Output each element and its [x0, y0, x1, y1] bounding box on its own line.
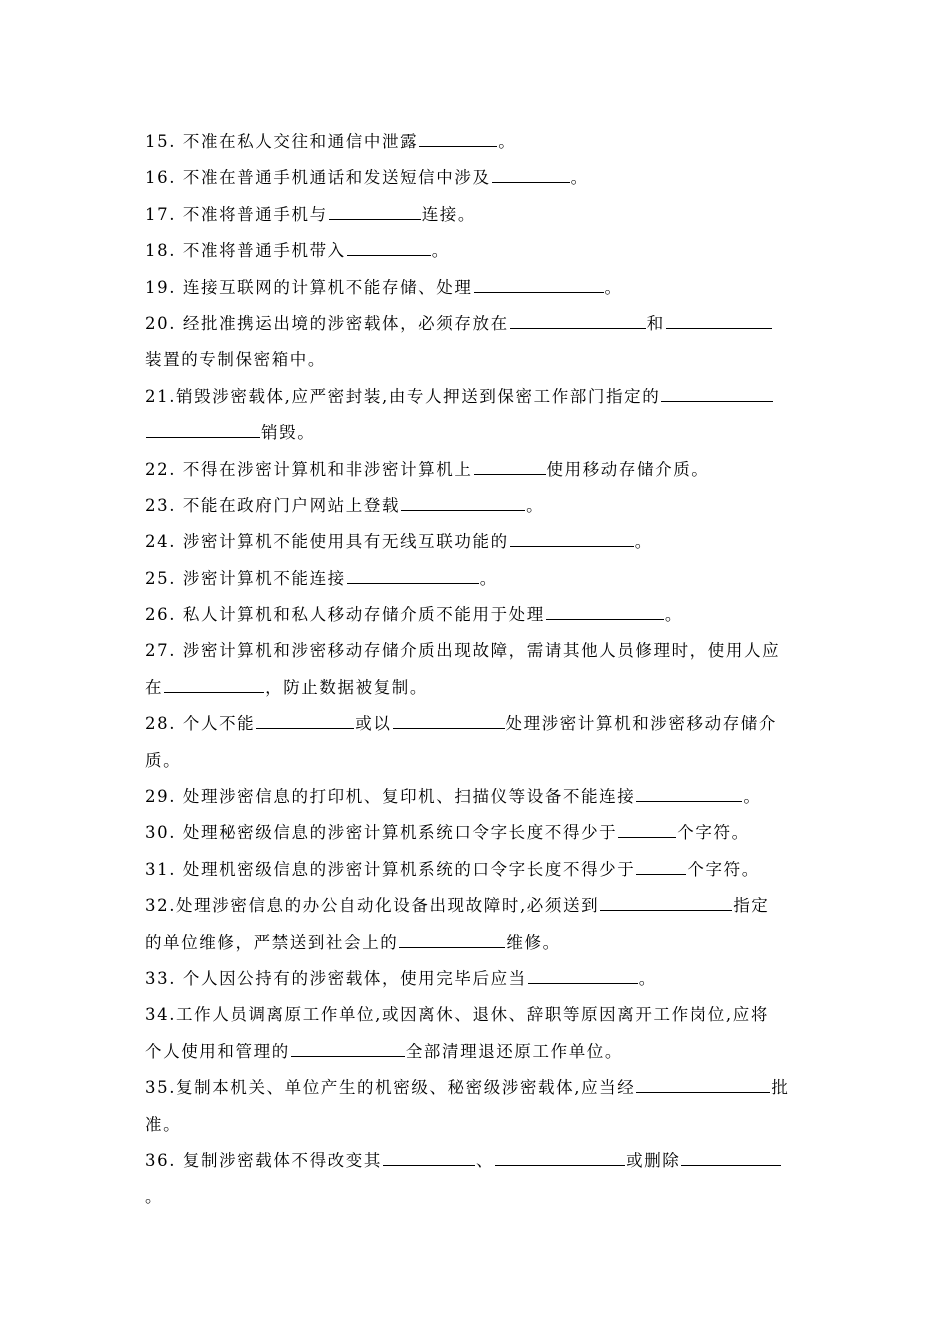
answer-blank[interactable]	[636, 857, 686, 875]
question-text: 29. 处理涉密信息的打印机、复印机、扫描仪等设备不能连接	[145, 787, 636, 807]
answer-blank[interactable]	[146, 420, 260, 438]
question-text: 。	[526, 495, 545, 515]
question-text: 16. 不准在普通手机通话和发送短信中涉及	[145, 168, 491, 188]
question-text: 。	[634, 532, 653, 552]
answer-blank[interactable]	[164, 675, 264, 693]
question-text: 个字符。	[687, 859, 760, 879]
question-text: 个人使用和管理的	[145, 1041, 290, 1061]
question-text: 。	[604, 277, 623, 297]
answer-blank[interactable]	[419, 129, 497, 147]
question-line	[145, 233, 813, 269]
answer-blank[interactable]	[661, 384, 773, 402]
answer-blank[interactable]	[636, 784, 742, 802]
question-line	[145, 379, 813, 415]
question-text: 。	[638, 968, 657, 988]
question-line	[145, 524, 813, 560]
question-text: 。	[664, 605, 683, 625]
answer-blank[interactable]	[347, 566, 479, 584]
question-text: 31. 处理机密级信息的涉密计算机系统的口令字长度不得少于	[145, 859, 636, 879]
question-line	[145, 561, 813, 597]
question-item-32	[145, 888, 813, 961]
question-item-29	[145, 779, 813, 815]
question-text: 。	[743, 787, 762, 807]
question-text: 24. 涉密计算机不能使用具有无线互联功能的	[145, 532, 509, 552]
question-line	[145, 197, 813, 233]
question-text: 连接。	[421, 204, 476, 224]
question-item-16	[145, 160, 813, 196]
question-line	[145, 1143, 813, 1179]
question-text: 指定	[733, 896, 770, 916]
answer-blank[interactable]	[510, 529, 634, 547]
question-line	[145, 633, 813, 669]
question-line	[145, 597, 813, 633]
question-text: 。	[479, 568, 498, 588]
question-text: 批	[771, 1078, 790, 1098]
answer-blank[interactable]	[510, 311, 646, 329]
question-line	[145, 815, 813, 851]
question-text: ，防止数据被复制。	[265, 677, 429, 697]
question-text: 35.复制本机关、单位产生的机密级、秘密级涉密载体,应当经	[145, 1078, 636, 1098]
question-text: 32.处理涉密信息的办公自动化设备出现故障时,必须送到	[145, 896, 600, 916]
question-text: 维修。	[506, 932, 561, 952]
question-line	[145, 706, 813, 742]
question-text: 或删除	[626, 1150, 681, 1170]
answer-blank[interactable]	[329, 202, 421, 220]
question-text: 19. 连接互联网的计算机不能存储、处理	[145, 277, 473, 297]
question-line	[145, 670, 813, 706]
question-text: 个字符。	[677, 823, 750, 843]
question-text: 。	[431, 241, 450, 261]
answer-blank[interactable]	[383, 1148, 475, 1166]
question-item-30	[145, 815, 813, 851]
answer-blank[interactable]	[393, 711, 505, 729]
answer-blank[interactable]	[256, 711, 354, 729]
question-text: 使用移动存储介质。	[546, 459, 710, 479]
question-item-35	[145, 1070, 813, 1143]
answer-blank[interactable]	[528, 966, 638, 984]
question-line	[145, 888, 813, 924]
question-text: 22. 不得在涉密计算机和非涉密计算机上	[145, 459, 473, 479]
question-item-28	[145, 706, 813, 779]
question-text: 15. 不准在私人交往和通信中泄露	[145, 132, 419, 151]
question-text: 36. 复制涉密载体不得改变其	[145, 1150, 382, 1170]
question-line	[145, 270, 813, 306]
answer-blank[interactable]	[546, 602, 664, 620]
question-text: 20. 经批准携运出境的涉密载体，必须存放在	[145, 313, 509, 333]
question-text: 全部清理退还原工作单位。	[405, 1041, 624, 1061]
question-line	[145, 415, 813, 451]
question-text: 准。	[145, 1114, 182, 1134]
question-line	[145, 852, 813, 888]
question-line	[145, 488, 813, 524]
question-text: 和	[646, 313, 665, 333]
answer-blank[interactable]	[399, 930, 505, 948]
question-line	[145, 452, 813, 488]
question-item-27	[145, 633, 813, 706]
question-item-18	[145, 233, 813, 269]
question-text: 21.销毁涉密载体,应严密封装,由专人押送到保密工作部门指定的	[145, 386, 661, 406]
question-item-26	[145, 597, 813, 633]
question-line	[145, 925, 813, 961]
answer-blank[interactable]	[618, 820, 676, 838]
question-text: 质。	[145, 750, 182, 770]
question-item-34	[145, 997, 813, 1070]
answer-blank[interactable]	[474, 275, 604, 293]
question-item-33	[145, 961, 813, 997]
question-line	[145, 1107, 813, 1143]
answer-blank[interactable]	[600, 893, 732, 911]
question-line	[145, 743, 813, 779]
question-text: 或以	[355, 714, 392, 734]
question-line	[145, 342, 813, 378]
question-text: 。	[570, 168, 589, 188]
question-list	[145, 124, 813, 1216]
question-text: 、	[476, 1150, 495, 1170]
question-line	[145, 1034, 813, 1070]
question-text: 。	[498, 132, 517, 151]
question-text: 27. 涉密计算机和涉密移动存储介质出现故障，需请其他人员修理时，使用人应	[145, 641, 781, 661]
question-text: 销毁。	[261, 423, 316, 443]
question-text: 25. 涉密计算机不能连接	[145, 568, 346, 588]
question-text: 34.工作人员调离原工作单位,或因离休、退休、辞职等原因离开工作岗位,应将	[145, 1005, 769, 1025]
question-item-21	[145, 379, 813, 452]
question-item-23	[145, 488, 813, 524]
question-text: 23. 不能在政府门户网站上登载	[145, 495, 401, 515]
question-line	[145, 997, 813, 1033]
question-item-20	[145, 306, 813, 379]
answer-blank[interactable]	[492, 165, 570, 183]
question-text: 18. 不准将普通手机带入	[145, 241, 346, 261]
answer-blank[interactable]	[636, 1075, 770, 1093]
answer-blank[interactable]	[291, 1039, 405, 1057]
question-item-19	[145, 270, 813, 306]
question-text: 17. 不准将普通手机与	[145, 204, 328, 224]
answer-blank[interactable]	[401, 493, 525, 511]
question-item-24	[145, 524, 813, 560]
question-text: 在	[145, 677, 164, 697]
question-text: 33. 个人因公持有的涉密载体，使用完毕后应当	[145, 968, 527, 988]
answer-blank[interactable]	[495, 1148, 625, 1166]
question-line	[145, 961, 813, 997]
question-line	[145, 306, 813, 342]
question-text: 28. 个人不能	[145, 714, 256, 734]
answer-blank[interactable]	[347, 238, 431, 256]
question-item-17	[145, 197, 813, 233]
question-item-25	[145, 561, 813, 597]
question-item-22	[145, 452, 813, 488]
question-line	[145, 779, 813, 815]
question-line	[145, 1070, 813, 1106]
question-line	[145, 124, 813, 160]
question-text: 。	[145, 1187, 164, 1207]
question-text: 处理涉密计算机和涉密移动存储介	[505, 714, 777, 734]
question-text: 的单位维修，严禁送到社会上的	[145, 932, 399, 952]
answer-blank[interactable]	[681, 1148, 781, 1166]
question-item-15	[145, 124, 813, 160]
answer-blank[interactable]	[666, 311, 772, 329]
question-line	[145, 160, 813, 196]
question-item-31	[145, 852, 813, 888]
answer-blank[interactable]	[474, 457, 546, 475]
question-text: 30. 处理秘密级信息的涉密计算机系统口令字长度不得少于	[145, 823, 618, 843]
question-text: 26. 私人计算机和私人移动存储介质不能用于处理	[145, 605, 545, 625]
question-text: 装置的专制保密箱中。	[145, 350, 326, 370]
question-line	[145, 1179, 813, 1215]
question-item-36	[145, 1143, 813, 1216]
